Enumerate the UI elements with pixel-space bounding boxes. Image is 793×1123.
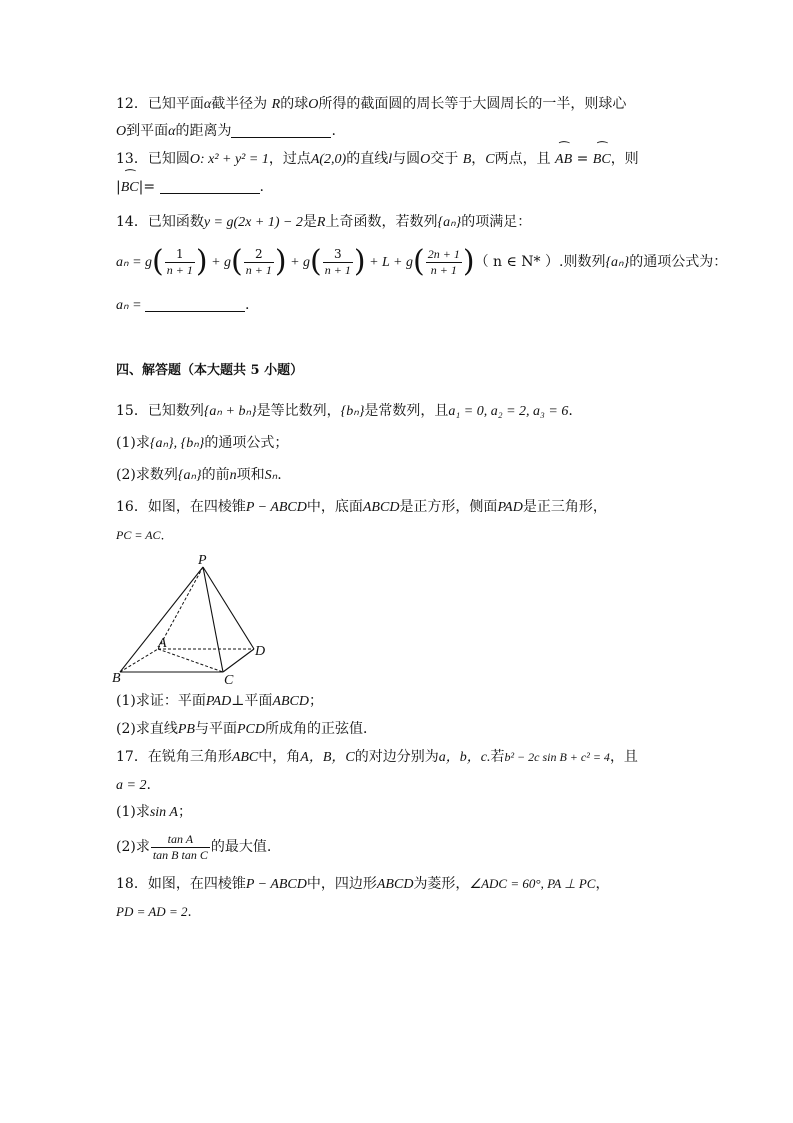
q18-line1: 18．如图，在四棱锥P − ABCD中，四边形ABCD为菱形，∠ADC = 60°, PA ⊥ PC， — [116, 876, 610, 892]
label-a: A — [158, 636, 167, 651]
q16-part1: (1)求证：平面PAD⊥平面ABCD； — [116, 693, 323, 709]
answer-blank — [231, 123, 331, 138]
answer-blank — [160, 179, 260, 194]
answer-blank — [145, 297, 245, 312]
q13-line1: 13．已知圆O: x² + y² = 1，过点A(2,0)的直线l与圆O交于 B，C两点，且 ‿ AB = ‿ BC，则 — [116, 150, 639, 169]
q16-part2: (2)求直线PB与平面PCD所成角的正弦值． — [116, 721, 377, 737]
fraction: $\frac{2n + 1}{n + 1}$ — [427, 246, 460, 277]
q17-line2: a = 2. — [116, 777, 151, 793]
q17-part1: (1)求sin A； — [116, 804, 192, 820]
label-d: D — [255, 644, 266, 659]
q18-line2: PD = AD = 2. — [116, 904, 192, 920]
q12-line1: 12．已知平面α截半径为 R的球O所得的截面圆的周长等于大圆周长的一半，则球心 — [116, 96, 627, 112]
fraction: $\frac{1}{n + 1}$ — [166, 246, 193, 277]
q14-line1: 14．已知函数y = g(2x + 1) − 2是R上奇函数，若数列{aₙ}的项满足： — [116, 214, 532, 230]
q17-part2: (2)求 $\frac{\text{tan A}}{\text{tan B tan C}}$ 的最大值. — [116, 831, 272, 862]
q16-line2: PC = AC． — [116, 528, 173, 542]
fraction: $\frac{3}{n + 1}$ — [324, 246, 351, 277]
q16-line1: 16．如图，在四棱锥P − ABCD中，底面ABCD是正方形，侧面PAD是正三角形， — [116, 499, 607, 515]
pyramid-figure — [110, 550, 280, 685]
q15-part1: (1)求{aₙ}, {bₙ}的通项公式； — [116, 435, 289, 451]
label-p: P — [198, 553, 207, 568]
section-heading: 四、解答题（本大题共 5 小题） — [116, 363, 304, 378]
q17-line1: 17．在锐角三角形ABC中，角A，B，C的对边分别为a，b，c.若b² − 2c sin B + c² = 4，且 — [116, 749, 638, 765]
q13-line2: |‿ BC|= . — [116, 178, 264, 197]
label-c: C — [224, 673, 234, 685]
q14-line2: aₙ = g( $\frac{1}{n + 1}$ ) + g( $\frac{2}{n + 1}$ ) + g( $\frac{3}{n + 1}$ ) + L + g( $\frac{2n + 1}{n + 1}$ )（ n ∈ N* ）.则数列{aₙ}的通项公式为： — [116, 244, 728, 279]
q14-line3: aₙ = . — [116, 297, 250, 313]
q12-line2: O到平面α的距离为 . — [116, 123, 336, 139]
q15-part2: (2)求数列{aₙ}的前n项和Sₙ. — [116, 467, 282, 483]
label-b: B — [112, 671, 121, 685]
arc-bc-2: ‿ BC — [121, 179, 139, 197]
fraction: $\frac{2}{n + 1}$ — [245, 246, 272, 277]
fraction: $\frac{\text{tan A}}{\text{tan B tan C}}$ — [152, 831, 208, 862]
q15-line1: 15．已知数列{aₙ + bₙ}是等比数列，{bₙ}是常数列，且a₁ = 0, a₂ = 2, a₃ = 6. — [116, 403, 573, 419]
arc-ab: ‿ AB — [555, 151, 572, 169]
arc-bc: ‿ BC — [593, 151, 611, 169]
